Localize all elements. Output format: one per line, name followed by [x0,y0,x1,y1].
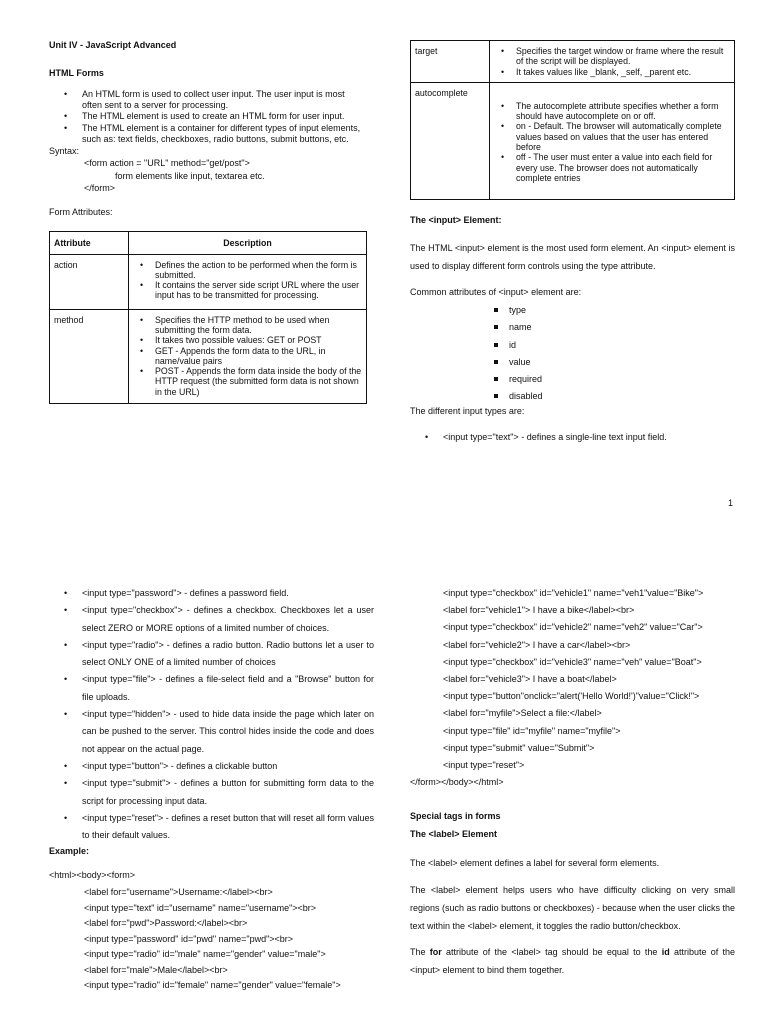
code-line: <input type="button"onclick="alert('Hello World!')"value="Click!"> [443,691,700,702]
text-run: The [410,947,430,958]
list-item: • The HTML element is a container for different types of input elements, such as: text fields, checkboxes, radio buttons, submit buttons, etc. [49,123,367,145]
common-attributes-label: Common attributes of <input> element are: [410,287,582,298]
code-line: <input type="submit" value="Submit"> [443,742,595,753]
list-item: disabled [410,388,735,405]
table-cell-description [129,254,367,309]
code-line: <input type="checkbox" id="vehicle2" name="veh2" value="Car"> [443,622,703,633]
table-cell-attribute: action [50,254,129,309]
list-item: • It contains the server side script URL where the user input has to be transmitted for processing. [133,280,362,301]
label-paragraph [410,943,735,979]
code-line: <input type="radio" id="female" name="gender" value="female"> [84,980,341,991]
input-element-heading: The <input> Element: [410,215,502,226]
code-line: </form></body></html> [410,777,504,788]
code-line: <label for="username">Username:</label><br> [84,887,273,898]
list-item: • The autocomplete attribute specifies whether a form should have autocomplete on or off. [494,101,730,122]
list-item: name [410,319,735,336]
list-item: • <input type="file"> - defines a file-select field and a "Browse" button for file uploads. [49,671,374,706]
list-item: • <input type="button"> - defines a clickable button [49,758,374,775]
description-list [494,46,730,77]
table-row [411,41,735,83]
description-list [494,101,730,183]
input-element-paragraph: The HTML <input> element is the most used form element. An <input> element is used to display different form controls using the type attribute. [410,243,735,272]
code-line: <input type="radio" id="male" name="gender" value="male"> [84,949,326,960]
code-line: <input type="reset"> [443,760,525,771]
list-item: • GET - Appends the form data to the URL, in name/value pairs [133,346,362,367]
page2-right-column [410,585,735,979]
list-item: • <input type="reset"> - defines a reset button that will reset all form values to their default values. [49,810,374,845]
code-line: <input type="file" id="myfile" name="myfile"> [443,725,621,736]
table-cell-description [129,309,367,403]
table-row [411,82,735,199]
label-paragraph: The <label> element helps users who have difficulty clicking on very small regions (such as radio buttons or checkboxes) - because when the user clicks the text within the <label> element, it toggles the radio button/checkbox. [410,885,735,932]
list-item: • It takes two possible values: GET or POST [133,335,362,345]
table-header-cell: Attribute [50,231,129,254]
list-item: • <input type="submit"> - defines a button for submitting form data to the script for processing input data. [49,775,374,810]
code-line: <label for="vehicle1"> I have a bike</label><br> [443,605,635,616]
common-attributes-list [410,302,735,405]
code-line: <input type="password" id="pwd" name="pwd"><br> [84,933,294,944]
list-item: • An HTML form is used to collect user input. The user input is most often sent to a server for processing. [49,89,367,111]
form-attributes-table [49,231,367,405]
code-line: <label for="myfile">Select a file:</label> [443,708,602,719]
label-element-heading: The <label> Element [410,829,498,840]
table-cell-attribute: autocomplete [411,82,490,199]
syntax-line: form elements like input, textarea etc. [115,170,265,181]
list-item: • <input type="hidden"> - used to hide data inside the page which later on can be pushed to the server. This control hides inside the code and does not appear on the actual page. [49,706,374,758]
list-item: • Specifies the target window or frame where the result of the script will be displayed. [494,46,730,67]
input-types-label: The different input types are: [410,406,525,417]
document-page-2 [0,512,768,1024]
form-attributes-table-continued [410,40,735,200]
unit-title: Unit IV - JavaScript Advanced [49,40,177,50]
special-tags-heading: Special tags in forms [410,811,501,822]
list-item: • on - Default. The browser will automatically complete values based on values that the user has entered before [494,121,730,152]
input-types-list [410,432,735,443]
list-item: • off - The user must enter a value into each field for every use. The browser does not automatically complete entries [494,152,730,183]
page1-right-column [410,40,735,444]
table-row [50,309,367,403]
list-item: • POST - Appends the form data inside the body of the HTTP request (the submitted form data is not shown in the URL) [133,366,362,397]
list-item: required [410,371,735,388]
page-number: 1 [728,498,734,508]
page2-left-column [49,585,374,994]
list-item: • Specifies the HTTP method to be used when submitting the form data. [133,315,362,336]
label-paragraph: The <label> element defines a label for several form elements. [410,858,660,869]
list-item: type [410,302,735,319]
forms-bullet-list [49,89,367,145]
input-types-list [49,585,374,844]
page1-left-column [49,40,367,404]
list-item: • <input type="checkbox"> - defines a checkbox. Checkboxes let a user select ZERO or MORE options of a limited number of choices. [49,602,374,637]
code-line: <input type="text" id="username" name="username"><br> [84,902,317,913]
code-line: <label for="vehicle2"> I have a car</label><br> [443,639,631,650]
table-cell-description [490,41,735,83]
code-line: <label for="male">Male</label><br> [84,964,228,975]
table-cell-attribute: target [411,41,490,83]
syntax-line: <form action = "URL" method="get/post"> [84,158,250,169]
table-cell-attribute: method [50,309,129,403]
code-block [410,585,735,774]
form-attributes-label: Form Attributes: [49,206,113,217]
list-item: • <input type="radio"> - defines a radio button. Radio buttons let a user to select ONLY ONE of a limited number of choices [49,637,374,672]
table-header-cell: Description [129,231,367,254]
table-header-row [50,231,367,254]
syntax-line: </form> [84,183,116,194]
code-line: <label for="pwd">Password:</label><br> [84,918,248,929]
code-line: <html><body><form> [49,870,136,881]
list-item: value [410,354,735,371]
text-run: attribute of the <label> tag should be equal to the [441,947,662,958]
list-item: • It takes values like _blank, _self, _parent etc. [494,67,730,77]
list-item: • <input type="text"> - defines a single-line text input field. [410,432,735,443]
id-keyword: id [661,947,670,958]
text-run: attribute of the <input> element to bind them together. [410,947,735,976]
for-keyword: for [429,947,442,958]
list-item: • Defines the action to be performed when the form is submitted. [133,260,362,281]
list-item: id [410,337,735,354]
syntax-label: Syntax: [49,146,80,157]
list-item: • <input type="password"> - defines a password field. [49,585,374,602]
code-line: <input type="checkbox" id="vehicle3" name="veh" value="Boat"> [443,656,702,667]
list-item: • The HTML element is used to create an HTML form for user input. [49,111,367,122]
table-row [50,254,367,309]
forms-heading: HTML Forms [49,68,104,78]
code-block [49,885,374,994]
code-line: <input type="checkbox" id="vehicle1" name="veh1"value="Bike"> [443,588,704,598]
description-list [133,260,362,301]
example-label: Example: [49,846,90,857]
description-list [133,315,362,397]
code-line: <label for="vehicle3"> I have a boat</label> [443,674,617,685]
table-cell-description [490,82,735,199]
